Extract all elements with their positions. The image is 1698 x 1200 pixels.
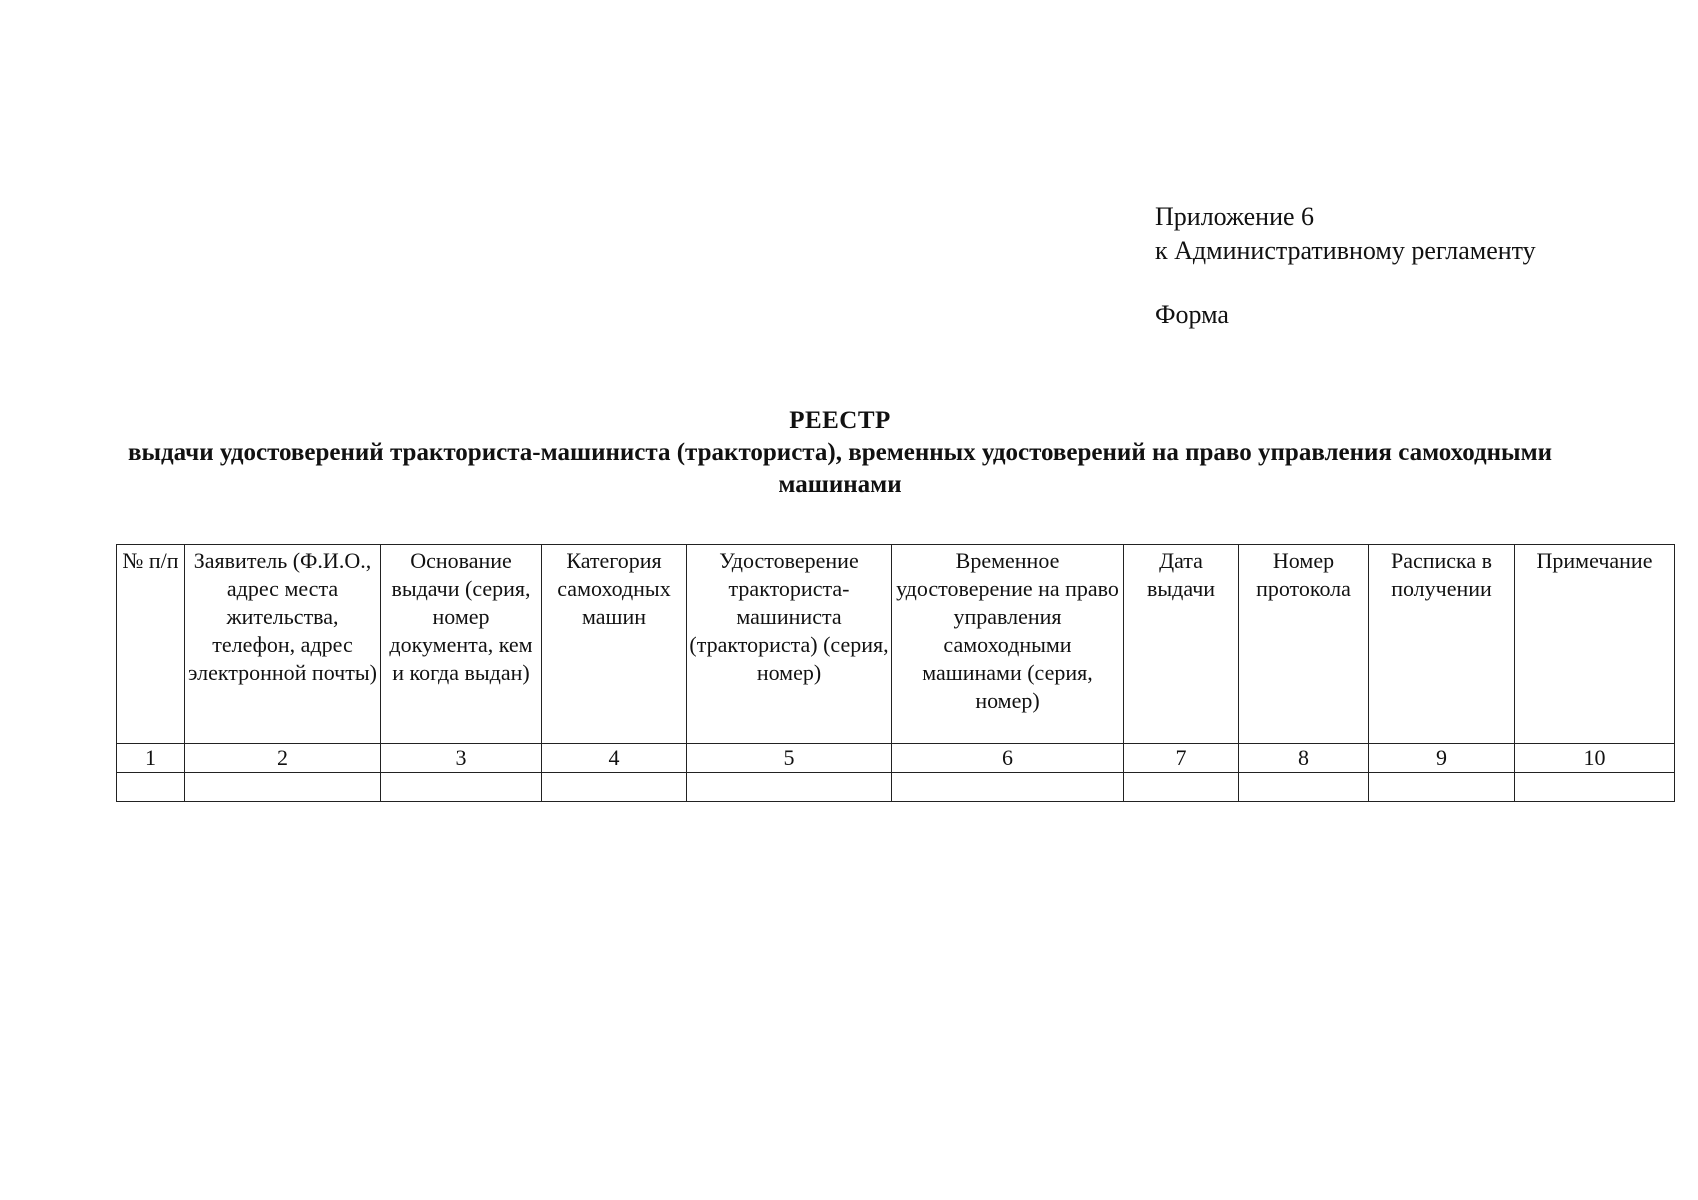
table-cell xyxy=(117,773,185,802)
column-number: 1 xyxy=(117,744,185,773)
column-header: Основание выдачи (серия, номер документа, кем и когда выдан) xyxy=(381,545,542,744)
column-number-row xyxy=(117,744,1675,773)
table-cell xyxy=(1515,773,1675,802)
table-cell xyxy=(185,773,381,802)
column-number: 2 xyxy=(185,744,381,773)
document-title: РЕЕСТР xyxy=(789,407,891,434)
annex-block xyxy=(1155,200,1536,332)
column-number: 3 xyxy=(381,744,542,773)
column-header: Удостоверение тракториста-машиниста (тракториста) (серия, номер) xyxy=(687,545,892,744)
column-header: Заявитель (Ф.И.О., адрес места жительства, телефон, адрес электронной почты) xyxy=(185,545,381,744)
column-header: № п/п xyxy=(117,545,185,744)
column-number: 10 xyxy=(1515,744,1675,773)
column-number: 7 xyxy=(1124,744,1239,773)
column-header: Временное удостоверение на право управления самоходными машинами (серия, номер) xyxy=(892,545,1124,744)
table-row xyxy=(117,773,1675,802)
column-header: Дата выдачи xyxy=(1124,545,1239,744)
column-number: 4 xyxy=(542,744,687,773)
column-number: 6 xyxy=(892,744,1124,773)
table-header-row xyxy=(117,545,1675,744)
column-header: Расписка в получении xyxy=(1369,545,1515,744)
table-cell xyxy=(381,773,542,802)
annex-number: Приложение 6 xyxy=(1155,202,1315,231)
form-label: Форма xyxy=(1155,300,1229,329)
table-cell xyxy=(892,773,1124,802)
column-number: 8 xyxy=(1239,744,1369,773)
table-cell xyxy=(1124,773,1239,802)
annex-reference: к Административному регламенту xyxy=(1155,236,1536,265)
column-header: Номер протокола xyxy=(1239,545,1369,744)
registry-table xyxy=(116,544,1675,802)
column-header: Категория самоходных машин xyxy=(542,545,687,744)
document-heading xyxy=(80,404,1600,501)
table-cell xyxy=(542,773,687,802)
document-subtitle: выдачи удостоверений тракториста-машиниста (тракториста), временных удостоверений на право управления самоходными машинами xyxy=(127,439,1553,498)
column-header: Примечание xyxy=(1515,545,1675,744)
table-cell xyxy=(1239,773,1369,802)
table-cell xyxy=(687,773,892,802)
table-cell xyxy=(1369,773,1515,802)
column-number: 9 xyxy=(1369,744,1515,773)
column-number: 5 xyxy=(687,744,892,773)
